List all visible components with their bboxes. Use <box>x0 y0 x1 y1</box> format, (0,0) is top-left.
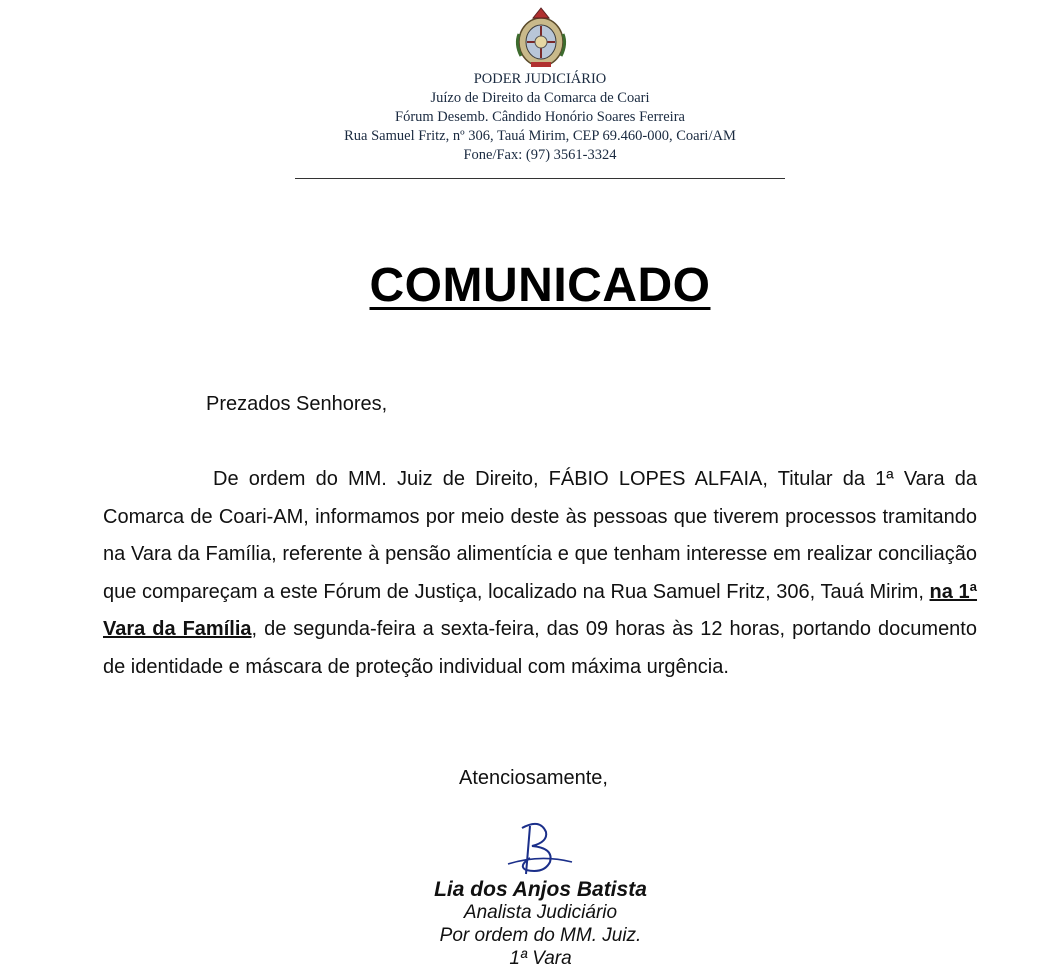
closing: Atenciosamente, <box>459 767 608 789</box>
header-forum: Fórum Desemb. Cândido Honório Soares Ferreira <box>395 109 685 125</box>
seal-icon <box>513 4 569 70</box>
signature-icon <box>500 818 580 882</box>
signer-by-order: Por ordem do MM. Juiz. <box>439 925 642 946</box>
body-emphasis: na 1ª Vara da Família <box>103 580 978 640</box>
header-phone: Fone/Fax: (97) 3561-3324 <box>463 147 617 163</box>
header-court: Juízo de Direito da Comarca de Coari <box>430 90 650 106</box>
signer-unit: 1ª Vara <box>509 948 572 969</box>
court-header <box>0 70 1061 165</box>
header-address: Rua Samuel Fritz, nº 306, Tauá Mirim, CEP 69.460-000, Coari/AM <box>344 128 736 144</box>
body-part-2: , de segunda-feira a sexta-feira, das 09 horas às 12 horas, portando documento de identidade e máscara de proteção individual com máxima urgência. <box>103 618 977 678</box>
signer-name: Lia dos Anjos Batista <box>434 878 647 901</box>
signer-role: Analista Judiciário <box>463 902 618 923</box>
header-institution: PODER JUDICIÁRIO <box>473 71 607 87</box>
body-part-1: De ordem do MM. Juiz de Direito, FÁBIO LOPES ALFAIA, Titular da 1ª Vara da Comarca de Coari-AM, informamos por meio deste às pessoas que tiverem processos tramitando na Vara da Família, referente à pensão alimentícia e que tenham interesse em realizar conciliação que compareçam a este Fórum de Justiça, localizado na Rua Samuel Fritz, 306, Tauá Mirim, <box>103 468 977 603</box>
body-paragraph <box>103 461 977 686</box>
document-title: COMUNICADO <box>369 259 711 312</box>
signer-block <box>0 878 1061 970</box>
header-divider <box>295 178 785 179</box>
greeting: Prezados Senhores, <box>206 393 388 415</box>
